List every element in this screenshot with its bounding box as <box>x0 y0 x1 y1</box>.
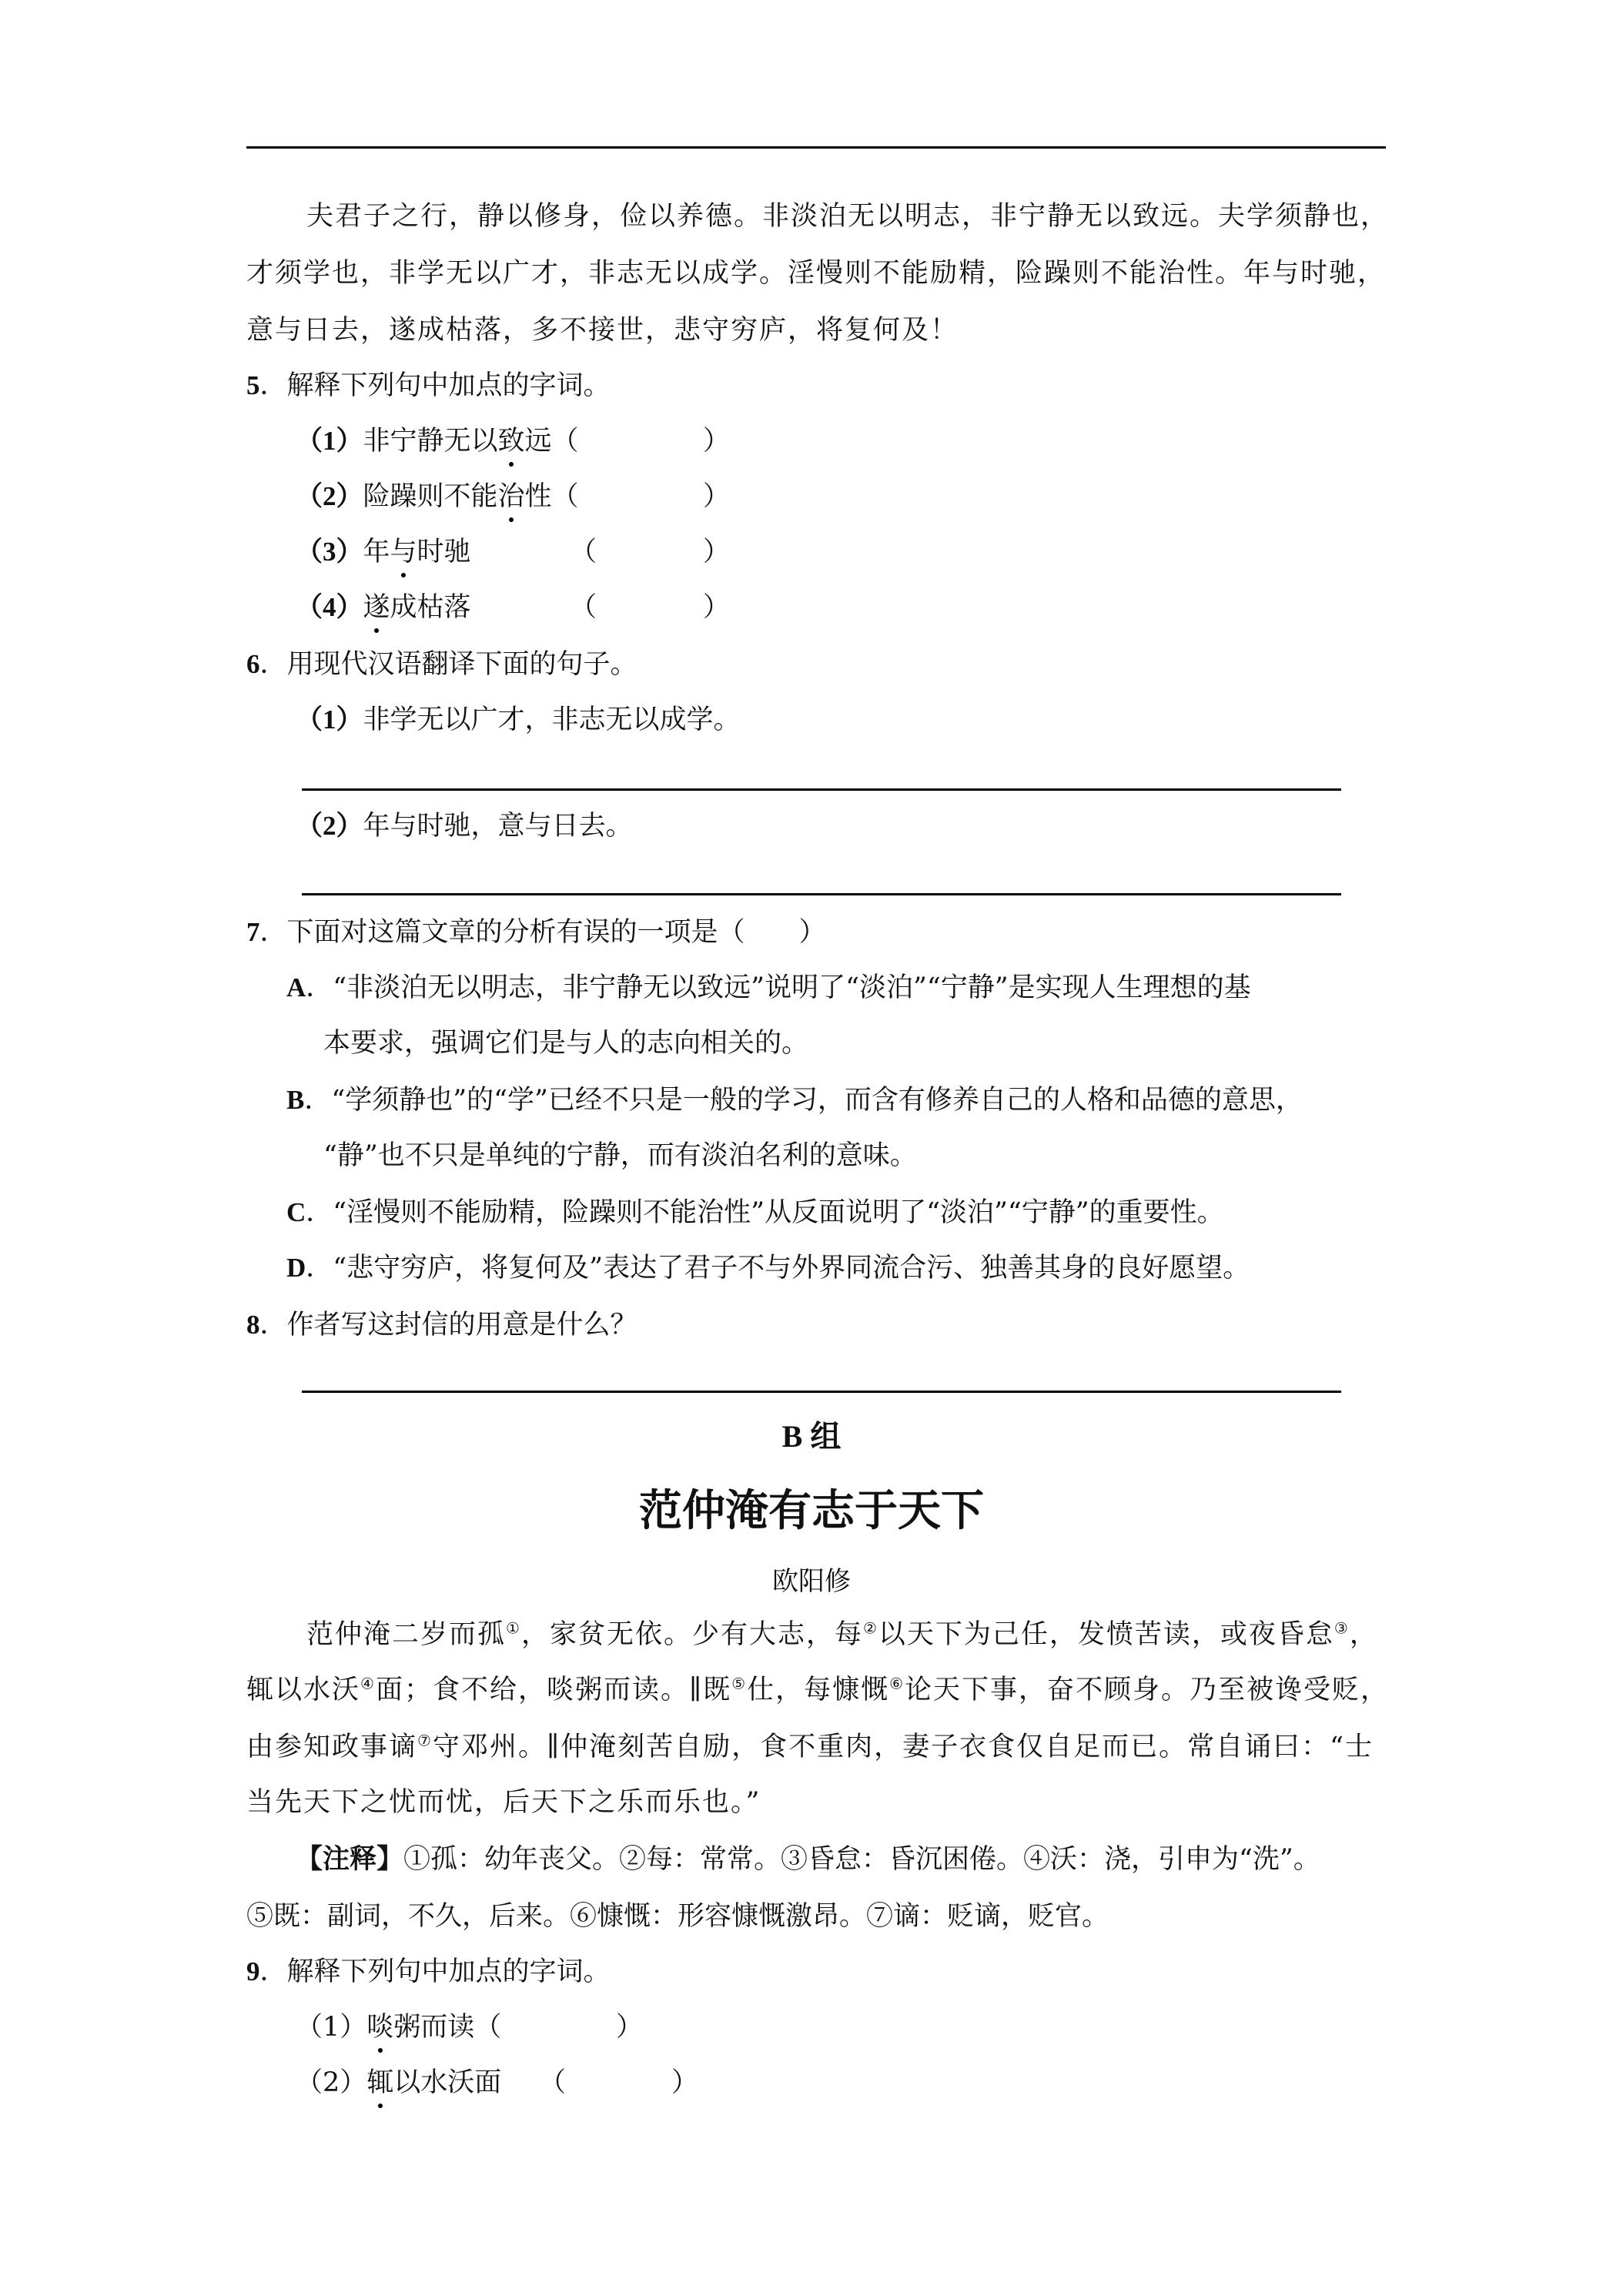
question-9-item-2-open: （ <box>539 2067 567 2098</box>
answer-line-6-1[interactable] <box>302 788 1341 791</box>
option-a-line-2: 本要求，强调它们是与人的志向相关的。 <box>323 1028 809 1059</box>
passage-a-line-2: 才须学也，非学无以广才，非志无以成学。淫慢则不能励精，险躁则不能治性。年与时驰， <box>246 258 1387 289</box>
question-9-item-2-close: ） <box>671 2067 699 2098</box>
answer-line-8[interactable] <box>302 1391 1341 1393</box>
passage-b-line-1: 范仲淹二岁而孤①，家贫无依。少有大志，每②以天下为己任，发愤苦读，或夜昏怠③， <box>306 1618 1378 1650</box>
article-author: 欧阳修 <box>772 1566 851 1597</box>
question-5-item-3-open: （ <box>570 537 597 567</box>
option-a-line-1: A．“非淡泊无以明志，非宁静无以致远”说明了“淡泊”“宁静”是实现人生理想的基 <box>286 972 1251 1003</box>
question-number: 6 <box>246 649 260 679</box>
question-5-item-4: （4）遂成枯落 <box>296 588 471 627</box>
notes-line-1: 【注释】①孤：幼年丧父。②每：常常。③昏怠：昏沉困倦。④沃：浇，引申为“洗”。 <box>296 1843 1320 1875</box>
notes-line-2: ⑤既：副词，不久，后来。⑥慷慨：形容慷慨激昂。⑦谪：贬谪，贬官。 <box>246 1901 1109 1932</box>
emphasis-dot-char: 治 <box>498 477 525 516</box>
emphasis-dot-char: 辄 <box>366 2063 393 2102</box>
question-5: 5．解释下列句中加点的字词。 <box>246 370 611 401</box>
group-b-heading: B 组 <box>781 1419 842 1454</box>
question-5-item-1: （1）非宁静无以致远（ <box>296 422 579 460</box>
passage-b-line-3: 由参知政事谪⑦守邓州。∥仲淹刻苦自励，食不重肉，妻子衣食仅自足而已。常自诵曰：“士 <box>246 1731 1374 1762</box>
question-7: 7．下面对这篇文章的分析有误的一项是（ ） <box>246 917 826 948</box>
question-5-item-4-open: （ <box>570 592 597 623</box>
question-5-item-1-close: ） <box>703 426 731 457</box>
question-8: 8．作者写这封信的用意是什么？ <box>246 1310 637 1340</box>
question-9: 9．解释下列句中加点的字词。 <box>246 1956 611 1987</box>
question-number: 7 <box>246 917 260 947</box>
answer-line-6-2[interactable] <box>302 893 1341 895</box>
question-6: 6．用现代汉语翻译下面的句子。 <box>246 649 637 680</box>
emphasis-dot-char: 啖 <box>366 2008 393 2047</box>
option-b-line-2: “静”也不只是单纯的宁静，而有淡泊名利的意味。 <box>323 1140 917 1171</box>
question-9-item-2: （2）辄以水沃面 <box>296 2063 501 2102</box>
passage-a-line-1: 夫君子之行，静以修身，俭以养德。非淡泊无以明志，非宁静无以致远。夫学须静也， <box>306 201 1390 232</box>
question-6-item-2: （2）年与时驰，意与日去。 <box>296 811 633 842</box>
question-5-item-2: （2）险躁则不能治性（ <box>296 477 579 516</box>
question-5-item-3: （3）年与时驰 <box>296 533 471 571</box>
option-d: D．“悲守穷庐，将复何及”表达了君子不与外界同流合污、独善其身的良好愿望。 <box>286 1253 1250 1284</box>
passage-a-line-3: 意与日去，遂成枯落，多不接世，悲守穷庐，将复何及！ <box>246 315 959 346</box>
header-rule <box>246 146 1386 149</box>
emphasis-dot-char: 致 <box>498 422 525 460</box>
question-number: 8 <box>246 1310 260 1340</box>
question-6-item-1: （1）非学无以广才，非志无以成学。 <box>296 705 741 735</box>
option-c: C．“淫慢则不能励精，险躁则不能治性”从反面说明了“淡泊”“宁静”的重要性。 <box>286 1197 1224 1228</box>
question-5-item-2-close: ） <box>703 481 731 512</box>
article-title: 范仲淹有志于天下 <box>639 1486 984 1536</box>
question-9-item-1-close: ） <box>616 2012 644 2043</box>
question-number: 5 <box>246 370 260 400</box>
passage-b-line-2: 辄以水沃④面；食不给，啖粥而读。∥既⑤仕，每慷慨⑥论天下事，奋不顾身。乃至被谗受贬， <box>246 1674 1390 1705</box>
passage-b-line-4: 当先天下之忧而忧，后天下之乐而乐也。” <box>246 1787 761 1818</box>
question-number: 9 <box>246 1956 260 1986</box>
emphasis-dot-char: 与 <box>390 533 417 571</box>
option-b-line-1: B．“学须静也”的“学”已经不只是一般的学习，而含有修养自己的人格和品德的意思， <box>286 1085 1303 1116</box>
emphasis-dot-char: 遂 <box>363 588 390 627</box>
notes-label: 【注释】 <box>296 1843 404 1875</box>
question-5-item-4-close: ） <box>703 592 731 623</box>
question-9-item-1: （1）啖粥而读（ <box>296 2008 501 2047</box>
question-5-item-3-close: ） <box>703 537 731 567</box>
